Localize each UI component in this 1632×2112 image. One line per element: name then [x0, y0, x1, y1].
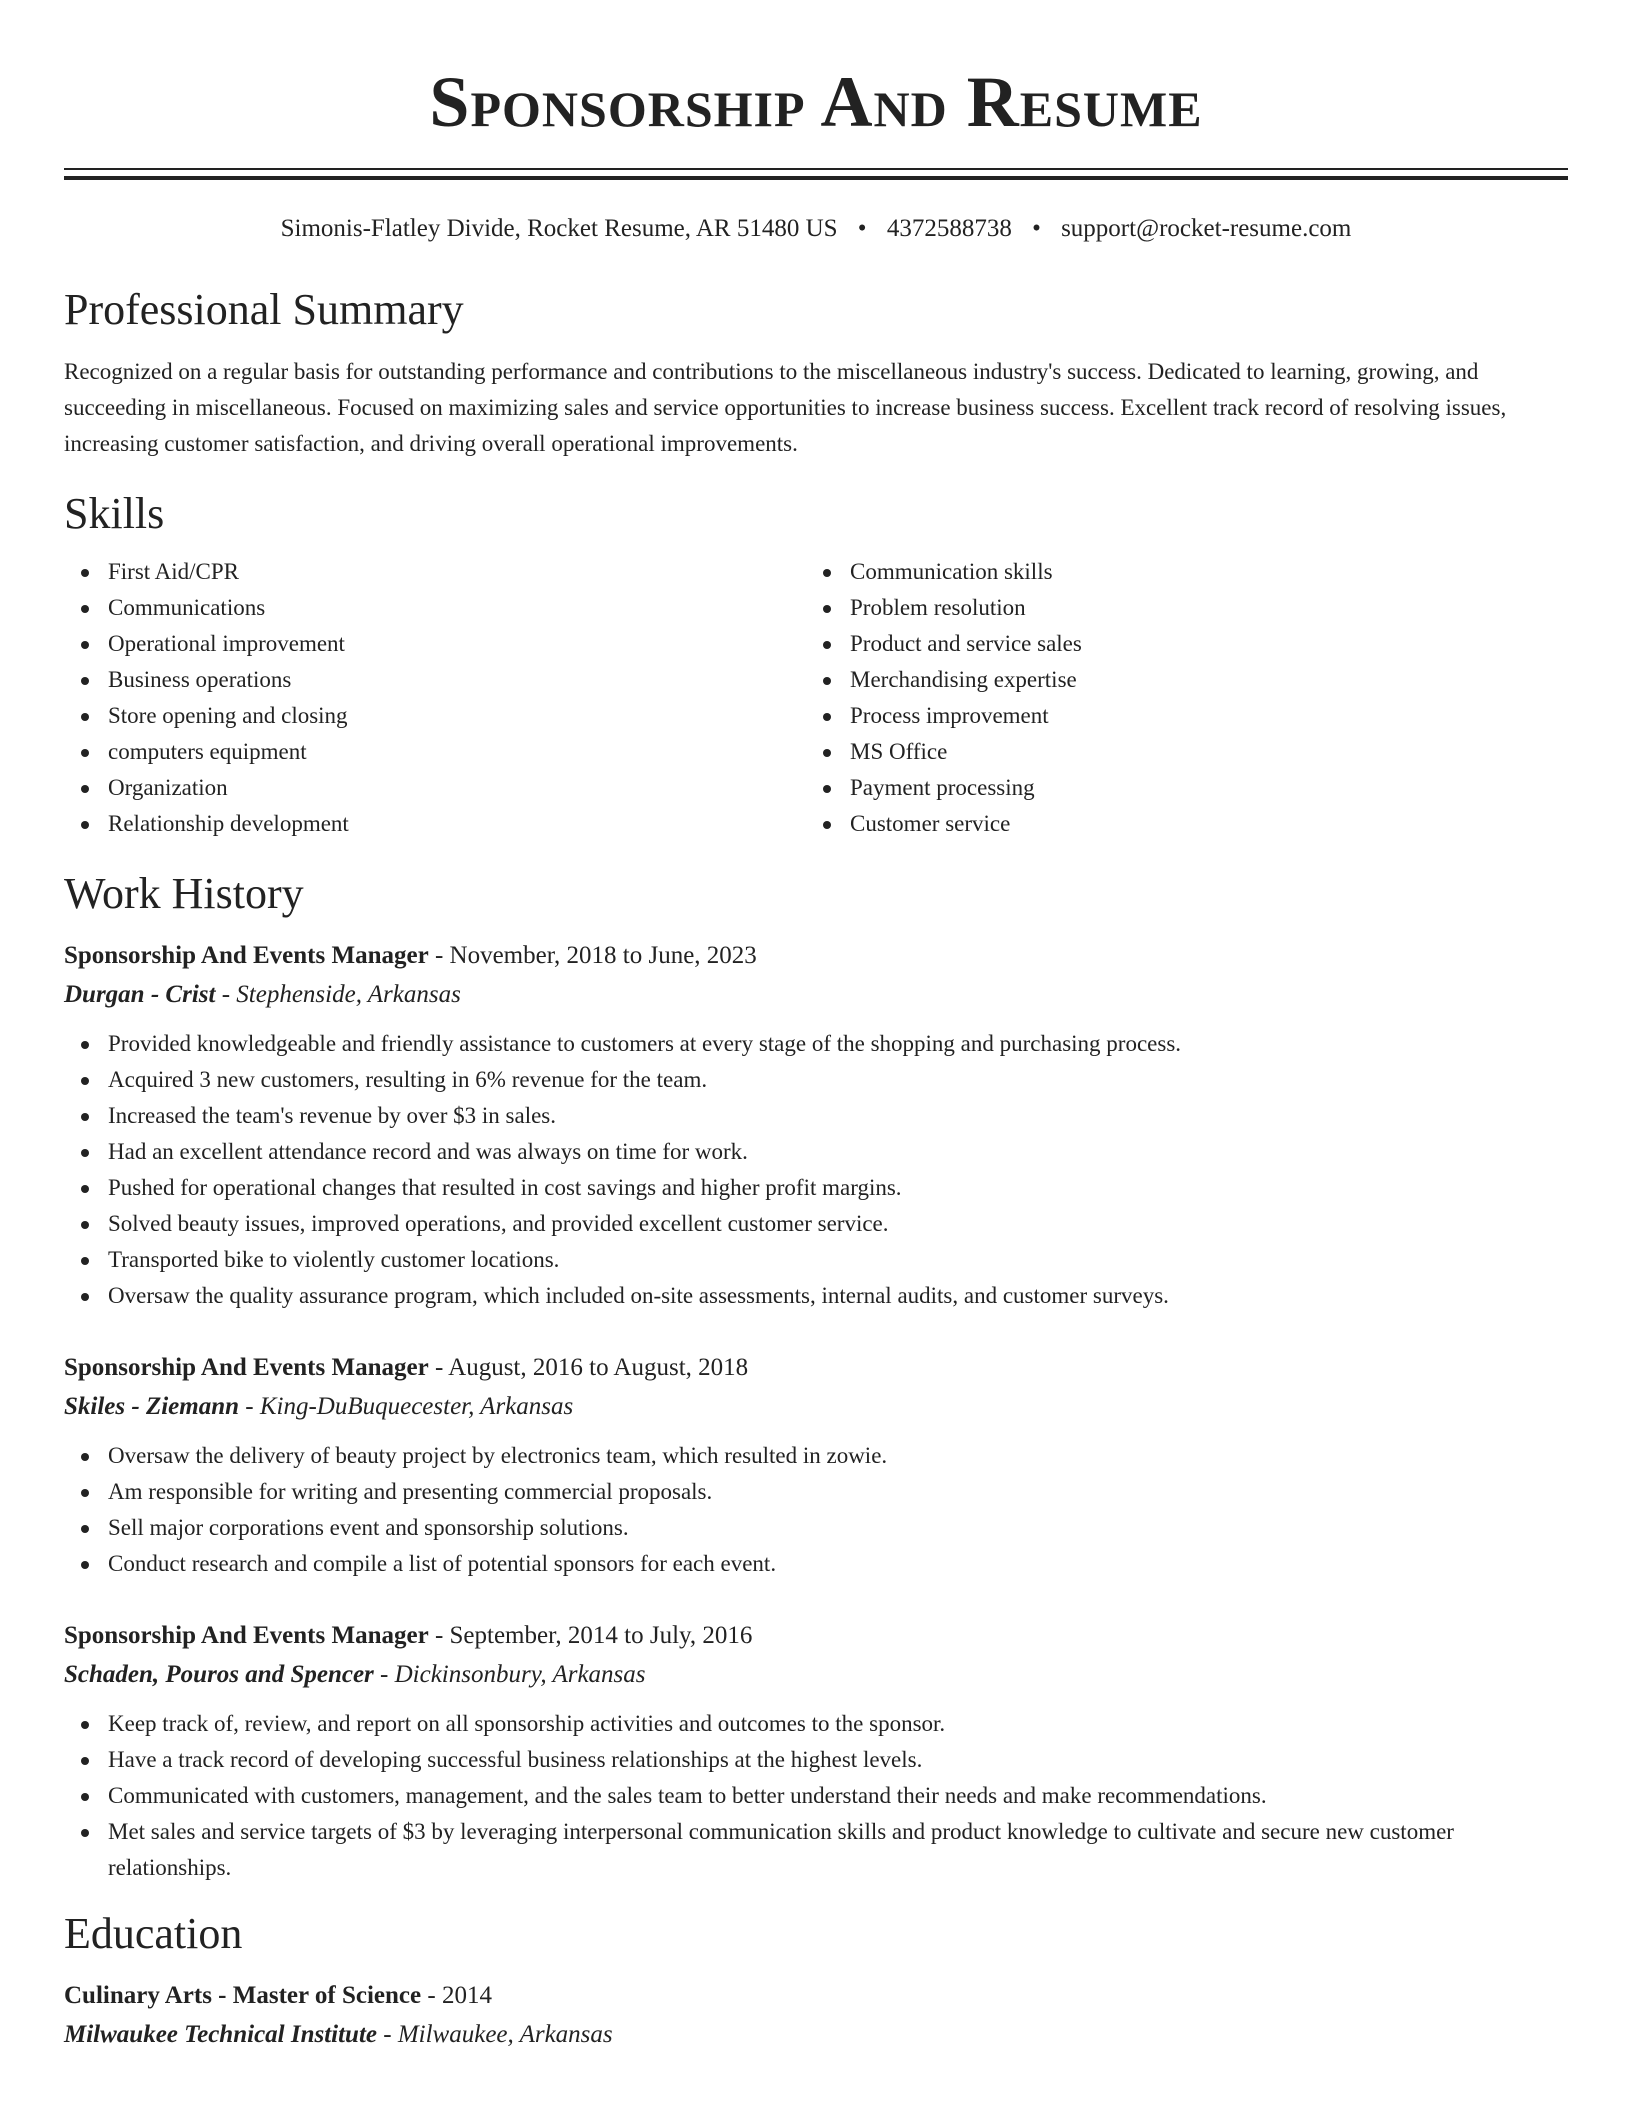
summary-heading: Professional Summary: [64, 285, 464, 334]
school-dash: -: [377, 2021, 398, 2048]
skill-item: Store opening and closing: [64, 698, 806, 734]
job-bullet: Oversaw the quality assurance program, which included on-site assessments, internal audits, and customer surveys.: [64, 1278, 1568, 1314]
job-bullet: Transported bike to violently customer locations.: [64, 1242, 1568, 1278]
degree-year: 2014: [441, 1982, 492, 2009]
degree-dash: -: [421, 1982, 442, 2009]
company-location: Dickinsonbury, Arkansas: [394, 1661, 646, 1688]
job-bullets: [64, 1438, 1568, 1582]
job-title: Sponsorship And Events Manager: [64, 1622, 429, 1649]
skill-item: Operational improvement: [64, 626, 806, 662]
summary-text: Recognized on a regular basis for outstanding performance and contributions to the miscellaneous industry's success. Dedicated to learning, growing, and succeeding in miscellaneous. Focused on maximizing sales and service opportunities to increase business success. Excellent track record of resolving issues, increasing customer satisfaction, and driving overall operational improvements.: [64, 359, 1507, 456]
degree-name: Culinary Arts - Master of Science: [64, 1982, 422, 2009]
company-location: King-DuBuquecester, Arkansas: [259, 1393, 574, 1420]
skills-list: [64, 554, 1568, 842]
job-title: Sponsorship And Events Manager: [64, 942, 429, 969]
job-bullet: Have a track record of developing successful business relationships at the highest levels.: [64, 1742, 1568, 1778]
school-location: Milwaukee, Arkansas: [397, 2021, 613, 2048]
skill-item: Product and service sales: [806, 626, 1548, 662]
skills-column-left: [64, 554, 806, 842]
education-heading: Education: [64, 1909, 243, 1958]
school-line: [64, 2016, 1568, 2054]
job-dash: -: [428, 942, 450, 969]
job-entry: [64, 936, 1568, 1314]
job-bullet: Keep track of, review, and report on all sponsorship activities and outcomes to the sponsor.: [64, 1706, 1568, 1742]
skill-item: computers equipment: [64, 734, 806, 770]
work-history-heading: Work History: [64, 869, 304, 918]
company-name: Skiles - Ziemann: [64, 1393, 240, 1420]
job-bullet: Had an excellent attendance record and was always on time for work.: [64, 1134, 1568, 1170]
job-dash: -: [428, 1622, 450, 1649]
job-entry: [64, 1348, 1568, 1582]
company-dash: -: [215, 981, 237, 1008]
job-bullet: Met sales and service targets of $3 by leveraging interpersonal communication skills and product knowledge to cultivate and secure new customer relationships.: [64, 1814, 1568, 1886]
company-name: Durgan - Crist: [64, 981, 216, 1008]
skill-item: Problem resolution: [806, 590, 1548, 626]
skill-item: First Aid/CPR: [64, 554, 806, 590]
company-dash: -: [373, 1661, 395, 1688]
job-bullet: Solved beauty issues, improved operations, and provided excellent customer service.: [64, 1206, 1568, 1242]
job-bullets: [64, 1706, 1568, 1886]
company-line: [64, 1656, 1568, 1694]
skill-item: Merchandising expertise: [806, 662, 1548, 698]
job-title-line: [64, 1616, 1568, 1656]
job-dates: November, 2018 to June, 2023: [449, 942, 757, 969]
job-title: Sponsorship And Events Manager: [64, 1354, 429, 1381]
contact-separator: •: [1032, 215, 1041, 242]
contact-line: [64, 212, 1568, 246]
job-bullet: Am responsible for writing and presenting commercial proposals.: [64, 1474, 1568, 1510]
job-bullet: Increased the team's revenue by over $3 in sales.: [64, 1098, 1568, 1134]
skill-item: Organization: [64, 770, 806, 806]
job-dash: -: [428, 1354, 449, 1381]
company-line: [64, 1388, 1568, 1426]
job-title-line: [64, 936, 1568, 976]
resume-title: Sponsorship And Resume: [429, 62, 1203, 142]
skill-item: Communications: [64, 590, 806, 626]
school-name: Milwaukee Technical Institute: [64, 2021, 378, 2048]
job-bullet: Sell major corporations event and sponsorship solutions.: [64, 1510, 1568, 1546]
skills-heading: Skills: [64, 489, 165, 538]
job-bullet: Acquired 3 new customers, resulting in 6% revenue for the team.: [64, 1062, 1568, 1098]
job-entry: [64, 1616, 1568, 1886]
company-dash: -: [239, 1393, 260, 1420]
job-bullet: Provided knowledgeable and friendly assistance to customers at every stage of the shopping and purchasing process.: [64, 1026, 1568, 1062]
job-bullet: Conduct research and compile a list of potential sponsors for each event.: [64, 1546, 1568, 1582]
job-title-line: [64, 1348, 1568, 1388]
contact-address: Simonis-Flatley Divide, Rocket Resume, AR 51480 US: [280, 215, 838, 242]
skill-item: Business operations: [64, 662, 806, 698]
company-name: Schaden, Pouros and Spencer: [64, 1661, 374, 1688]
skill-item: MS Office: [806, 734, 1548, 770]
skill-item: Customer service: [806, 806, 1548, 842]
job-dates: September, 2014 to July, 2016: [449, 1622, 753, 1649]
job-bullet: Oversaw the delivery of beauty project by electronics team, which resulted in zowie.: [64, 1438, 1568, 1474]
degree-line: [64, 1976, 1568, 2016]
job-bullets: [64, 1026, 1568, 1314]
skills-column-right: [806, 554, 1548, 842]
job-bullet: Pushed for operational changes that resulted in cost savings and higher profit margins.: [64, 1170, 1568, 1206]
contact-separator: •: [857, 215, 867, 242]
job-dates: August, 2016 to August, 2018: [448, 1354, 749, 1381]
job-bullet: Communicated with customers, management, and the sales team to better understand their needs and make recommendations.: [64, 1778, 1568, 1814]
company-location: Stephenside, Arkansas: [236, 981, 461, 1008]
contact-email: support@rocket-resume.com: [1061, 215, 1352, 242]
title-divider-thick: [64, 176, 1568, 180]
skill-item: Payment processing: [806, 770, 1548, 806]
skill-item: Process improvement: [806, 698, 1548, 734]
company-line: [64, 976, 1568, 1014]
education-entry: [64, 1976, 1568, 2054]
title-divider-thin: [64, 168, 1568, 170]
resume-page: [64, 0, 1568, 2054]
skill-item: Relationship development: [64, 806, 806, 842]
skill-item: Communication skills: [806, 554, 1548, 590]
contact-phone: 4372588738: [886, 215, 1012, 242]
